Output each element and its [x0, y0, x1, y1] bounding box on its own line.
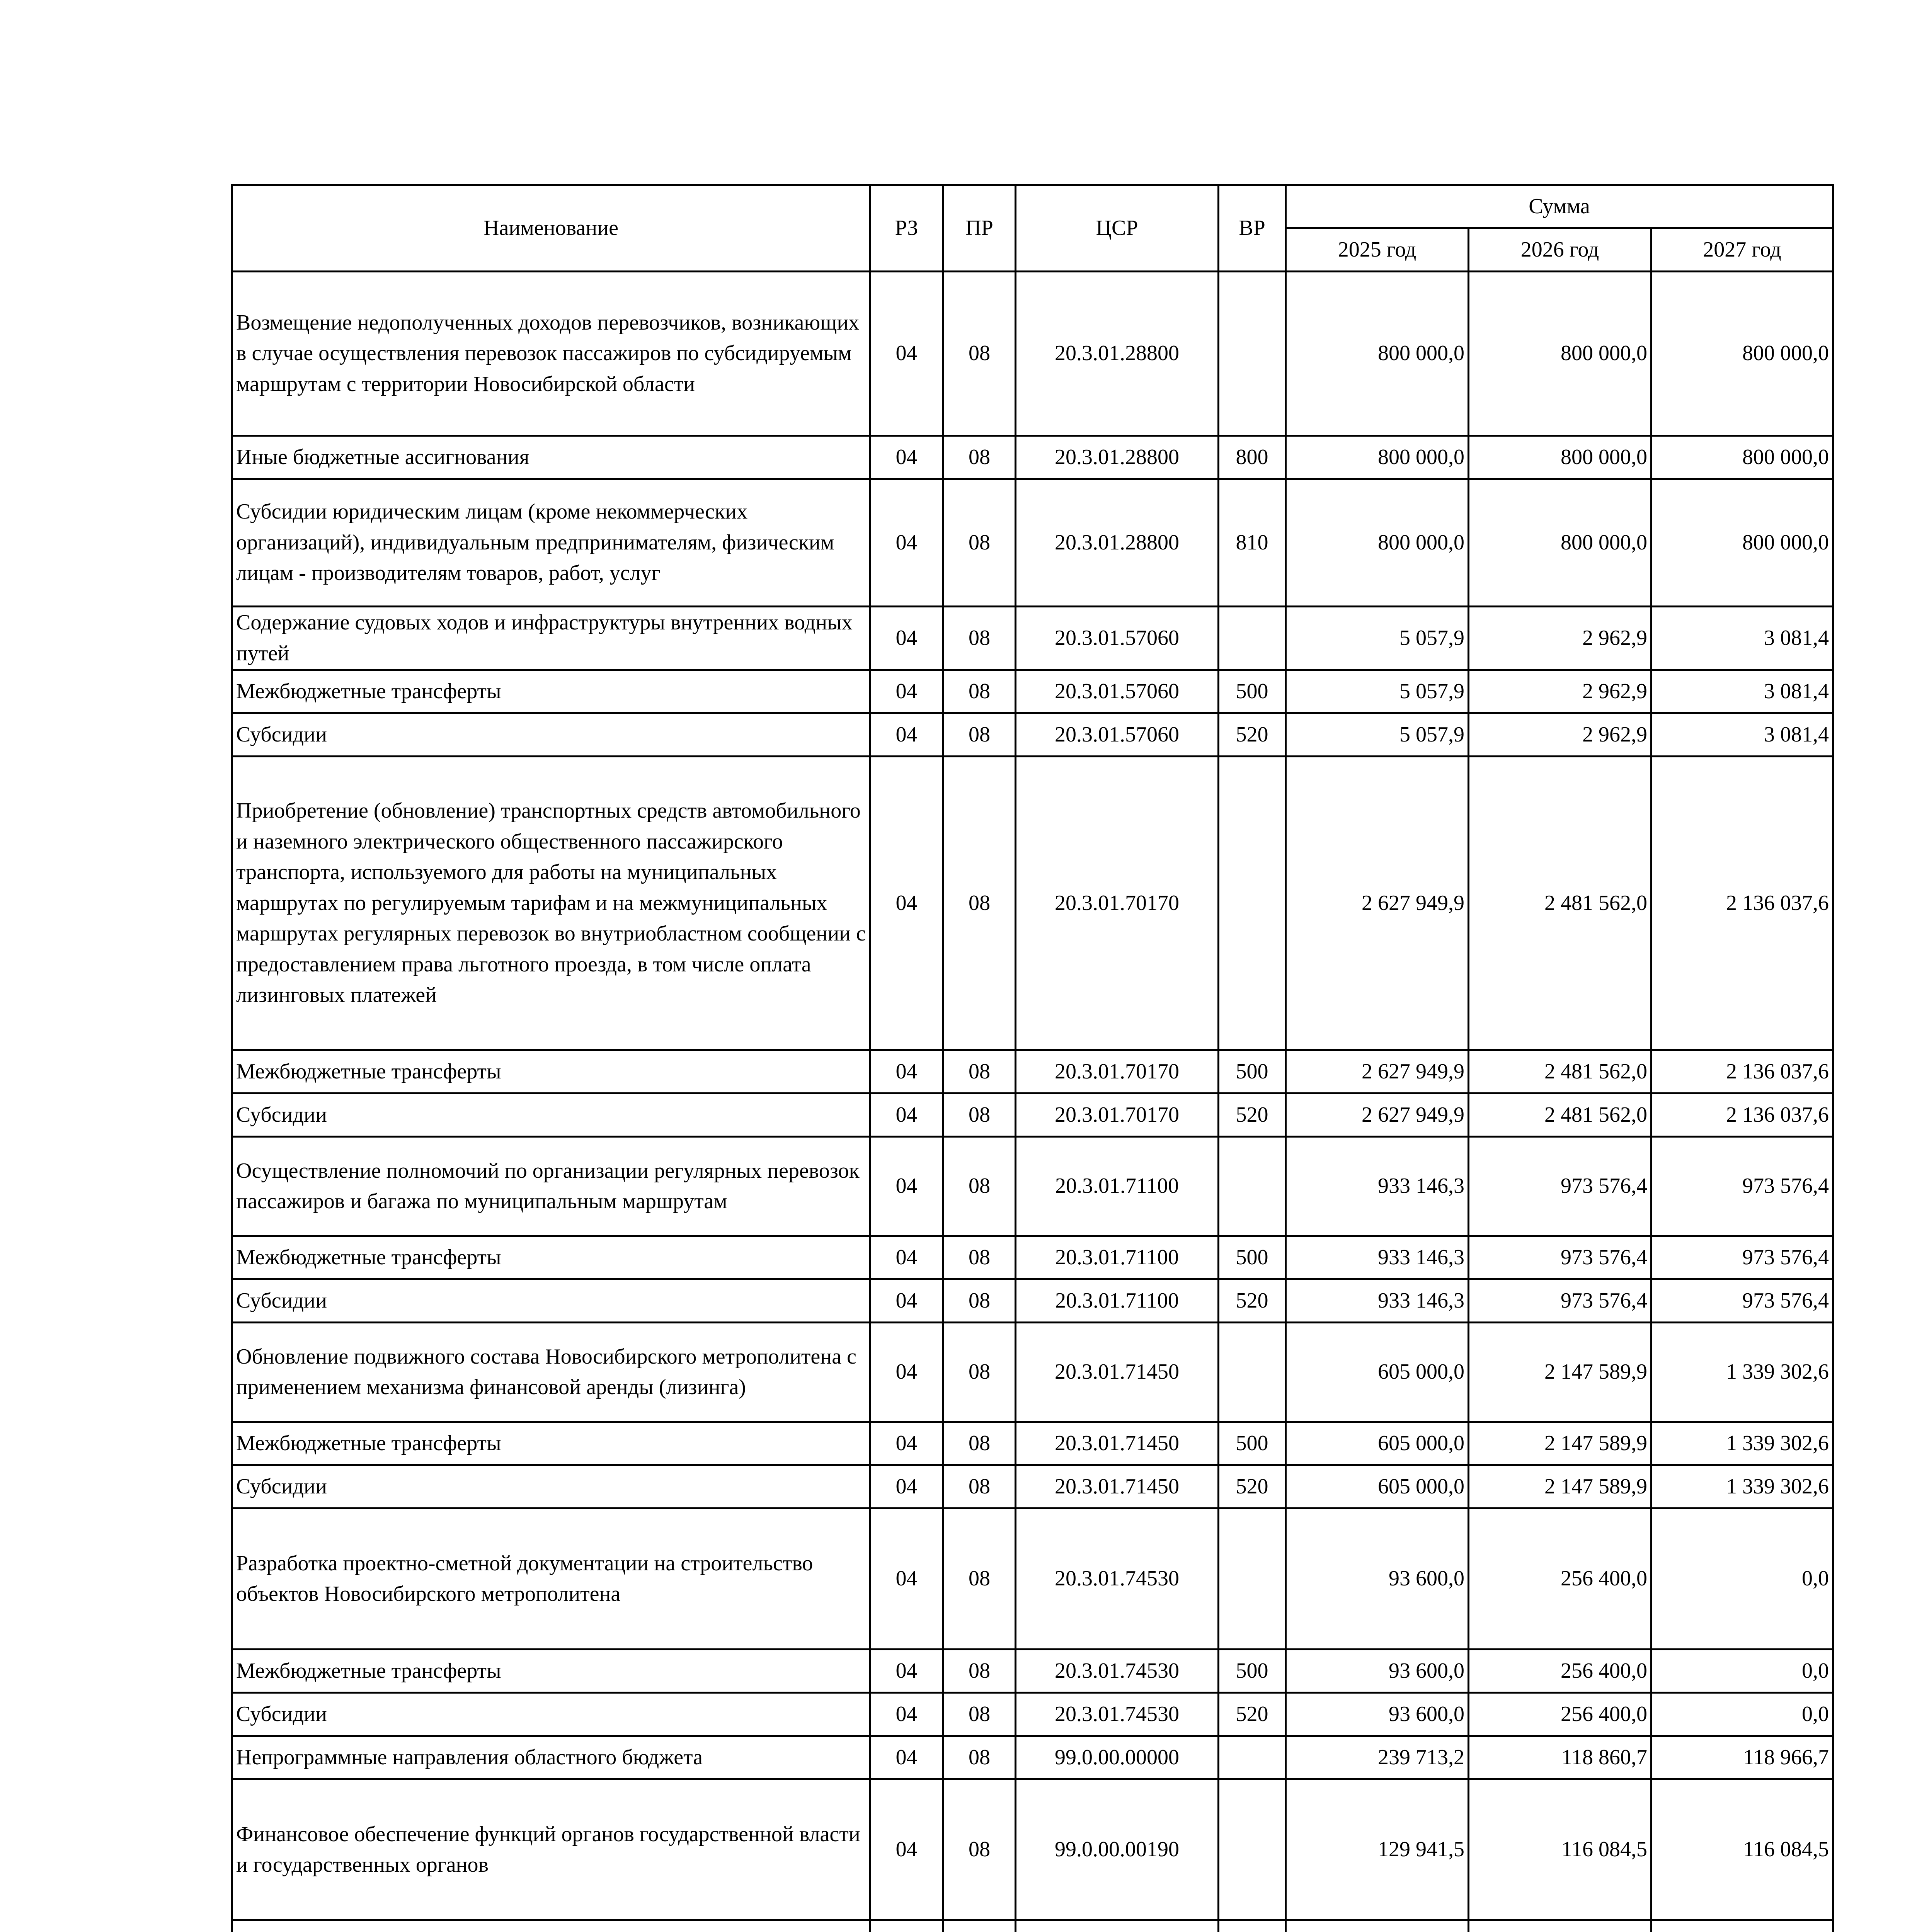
cell-2025: 933 146,3	[1286, 1137, 1469, 1236]
cell-name: Межбюджетные трансферты	[232, 1236, 870, 1279]
cell-csr: 20.3.01.57060	[1016, 670, 1219, 713]
cell-2027: 800 000,0	[1651, 272, 1833, 436]
cell-2026: 2 481 562,0	[1469, 1050, 1651, 1094]
table-row	[232, 1236, 1833, 1279]
cell-csr	[1016, 1920, 1219, 1932]
table-row	[232, 1779, 1833, 1920]
cell-2027: 0,0	[1651, 1509, 1833, 1650]
cell-rz: 04	[870, 1050, 943, 1094]
cell-pr: 08	[943, 1650, 1016, 1693]
cell-vr: 520	[1219, 1279, 1286, 1323]
cell-2026: 116 084,5	[1469, 1779, 1651, 1920]
cell-csr: 20.3.01.74530	[1016, 1650, 1219, 1693]
cell-vr	[1219, 1920, 1286, 1932]
table-row	[232, 1509, 1833, 1650]
table-row	[232, 1920, 1833, 1932]
cell-vr: 500	[1219, 1650, 1286, 1693]
cell-csr: 99.0.00.00000	[1016, 1736, 1219, 1779]
cell-name: Межбюджетные трансферты	[232, 1422, 870, 1465]
header-year-2025: 2025 год	[1286, 228, 1469, 272]
table-row	[232, 1050, 1833, 1094]
cell-rz: 04	[870, 670, 943, 713]
cell-csr: 20.3.01.71450	[1016, 1465, 1219, 1509]
cell-2027: 3 081,4	[1651, 607, 1833, 670]
cell-csr: 20.3.01.28800	[1016, 479, 1219, 607]
cell-2027: 973 576,4	[1651, 1236, 1833, 1279]
cell-2026: 2 962,9	[1469, 607, 1651, 670]
cell-name: Субсидии юридическим лицам (кроме некоммерческих организаций), индивидуальным предпринимателям, физическим лицам - производителям товаров, работ, услуг	[232, 479, 870, 607]
cell-rz: 04	[870, 1422, 943, 1465]
cell-vr	[1219, 1137, 1286, 1236]
cell-name: Иные бюджетные ассигнования	[232, 436, 870, 479]
cell-name: Содержание судовых ходов и инфраструктуры внутренних водных путей	[232, 607, 870, 670]
cell-rz: 04	[870, 479, 943, 607]
cell-csr: 20.3.01.71100	[1016, 1279, 1219, 1323]
cell-rz: 04	[870, 1323, 943, 1422]
table-row	[232, 713, 1833, 757]
header-csr: ЦСР	[1016, 185, 1219, 272]
table-row	[232, 1422, 1833, 1465]
cell-vr: 520	[1219, 1693, 1286, 1736]
cell-rz: 04	[870, 607, 943, 670]
cell-2026: 2 481 562,0	[1469, 757, 1651, 1050]
cell-2027: 973 576,4	[1651, 1279, 1833, 1323]
cell-2026: 256 400,0	[1469, 1693, 1651, 1736]
cell-2025: 5 057,9	[1286, 607, 1469, 670]
cell-name: Межбюджетные трансферты	[232, 670, 870, 713]
cell-2025: 933 146,3	[1286, 1236, 1469, 1279]
cell-name: Межбюджетные трансферты	[232, 1650, 870, 1693]
table-row	[232, 757, 1833, 1050]
cell-pr: 08	[943, 436, 1016, 479]
cell-2025: 800 000,0	[1286, 272, 1469, 436]
cell-2027: 0,0	[1651, 1650, 1833, 1693]
cell-rz: 04	[870, 1693, 943, 1736]
cell-2027: 1 339 302,6	[1651, 1422, 1833, 1465]
cell-2026: 2 147 589,9	[1469, 1323, 1651, 1422]
header-sum: Сумма	[1286, 185, 1833, 228]
cell-2026: 256 400,0	[1469, 1650, 1651, 1693]
cell-vr	[1219, 757, 1286, 1050]
header-pr: ПР	[943, 185, 1016, 272]
header-name: Наименование	[232, 185, 870, 272]
header-vr: ВР	[1219, 185, 1286, 272]
cell-2025: 800 000,0	[1286, 479, 1469, 607]
table-body	[232, 272, 1833, 1932]
cell-2027: 1 339 302,6	[1651, 1465, 1833, 1509]
cell-csr: 20.3.01.71450	[1016, 1422, 1219, 1465]
table-row	[232, 272, 1833, 436]
cell-pr: 08	[943, 713, 1016, 757]
cell-2025: 800 000,0	[1286, 436, 1469, 479]
cell-name: Финансовое обеспечение функций органов государственной власти и государственных органов	[232, 1779, 870, 1920]
cell-2025: 93 600,0	[1286, 1509, 1469, 1650]
table-row	[232, 607, 1833, 670]
cell-2026: 973 576,4	[1469, 1236, 1651, 1279]
cell-2026: 2 481 562,0	[1469, 1094, 1651, 1137]
cell-csr: 20.3.01.74530	[1016, 1693, 1219, 1736]
cell-rz: 04	[870, 1779, 943, 1920]
table-row	[232, 479, 1833, 607]
cell-rz: 04	[870, 272, 943, 436]
cell-2026: 800 000,0	[1469, 272, 1651, 436]
cell-2027: 2 136 037,6	[1651, 1050, 1833, 1094]
cell-2026: 2 147 589,9	[1469, 1465, 1651, 1509]
cell-2027: 0,0	[1651, 1693, 1833, 1736]
cell-name: Субсидии	[232, 1693, 870, 1736]
cell-pr: 08	[943, 479, 1016, 607]
cell-name: Субсидии	[232, 1465, 870, 1509]
cell-2026: 973 576,4	[1469, 1137, 1651, 1236]
cell-vr	[1219, 272, 1286, 436]
header-rz: РЗ	[870, 185, 943, 272]
cell-2027: 2 136 037,6	[1651, 757, 1833, 1050]
cell-pr: 08	[943, 1779, 1016, 1920]
cell-name: Обновление подвижного состава Новосибирского метрополитена с применением механизма финансовой аренды (лизинга)	[232, 1323, 870, 1422]
cell-rz: 04	[870, 1137, 943, 1236]
cell-name: Возмещение недополученных доходов перевозчиков, возникающих в случае осуществления перевозок пассажиров по субсидируемым маршрутам с территории Новосибирской области	[232, 272, 870, 436]
cell-vr	[1219, 1509, 1286, 1650]
cell-2026: 973 576,4	[1469, 1279, 1651, 1323]
cell-2027: 973 576,4	[1651, 1137, 1833, 1236]
cell-rz: 04	[870, 757, 943, 1050]
cell-rz: 04	[870, 1736, 943, 1779]
cell-pr: 08	[943, 1465, 1016, 1509]
cell-name: Разработка проектно-сметной документации на строительство объектов Новосибирского метрополитена	[232, 1509, 870, 1650]
cell-rz: 04	[870, 436, 943, 479]
cell-pr: 08	[943, 1693, 1016, 1736]
cell-rz	[870, 1920, 943, 1932]
cell-pr: 08	[943, 757, 1016, 1050]
cell-2026: 256 400,0	[1469, 1509, 1651, 1650]
cell-2025: 605 000,0	[1286, 1465, 1469, 1509]
cell-csr: 20.3.01.70170	[1016, 1050, 1219, 1094]
cell-2025: 2 627 949,9	[1286, 1050, 1469, 1094]
cell-vr: 520	[1219, 713, 1286, 757]
cell-rz: 04	[870, 1094, 943, 1137]
table-row	[232, 436, 1833, 479]
cell-2026: 800 000,0	[1469, 479, 1651, 607]
cell-vr	[1219, 1323, 1286, 1422]
cell-2025: 605 000,0	[1286, 1422, 1469, 1465]
cell-vr: 500	[1219, 670, 1286, 713]
cell-csr: 20.3.01.70170	[1016, 1094, 1219, 1137]
cell-2025: 239 713,2	[1286, 1736, 1469, 1779]
cell-rz: 04	[870, 1509, 943, 1650]
cell-vr: 520	[1219, 1465, 1286, 1509]
cell-2027: 116 084,5	[1651, 1779, 1833, 1920]
cell-csr: 20.3.01.71450	[1016, 1323, 1219, 1422]
cell-name: Субсидии	[232, 1279, 870, 1323]
cell-2026: 118 860,7	[1469, 1736, 1651, 1779]
table-row	[232, 670, 1833, 713]
cell-name	[232, 1920, 870, 1932]
cell-2027	[1651, 1920, 1833, 1932]
cell-pr: 08	[943, 1279, 1016, 1323]
cell-2025: 5 057,9	[1286, 670, 1469, 713]
cell-2026: 2 962,9	[1469, 713, 1651, 757]
table-row	[232, 1323, 1833, 1422]
cell-2025: 2 627 949,9	[1286, 1094, 1469, 1137]
cell-vr: 500	[1219, 1422, 1286, 1465]
cell-rz: 04	[870, 1465, 943, 1509]
cell-csr: 20.3.01.70170	[1016, 757, 1219, 1050]
cell-2027: 800 000,0	[1651, 436, 1833, 479]
cell-name: Непрограммные направления областного бюджета	[232, 1736, 870, 1779]
table-row	[232, 1137, 1833, 1236]
cell-pr: 08	[943, 1050, 1016, 1094]
table-row	[232, 1736, 1833, 1779]
cell-name: Субсидии	[232, 1094, 870, 1137]
cell-vr	[1219, 1736, 1286, 1779]
cell-name: Межбюджетные трансферты	[232, 1050, 870, 1094]
header-year-2027: 2027 год	[1651, 228, 1833, 272]
cell-pr: 08	[943, 1236, 1016, 1279]
cell-rz: 04	[870, 1279, 943, 1323]
cell-2025: 2 627 949,9	[1286, 757, 1469, 1050]
cell-2027: 3 081,4	[1651, 713, 1833, 757]
cell-pr: 08	[943, 670, 1016, 713]
cell-2025: 129 941,5	[1286, 1779, 1469, 1920]
cell-pr: 08	[943, 272, 1016, 436]
cell-2025	[1286, 1920, 1469, 1932]
cell-name: Осуществление полномочий по организации регулярных перевозок пассажиров и багажа по муниципальным маршрутам	[232, 1137, 870, 1236]
cell-2027: 1 339 302,6	[1651, 1323, 1833, 1422]
table-row	[232, 1693, 1833, 1736]
cell-2027: 2 136 037,6	[1651, 1094, 1833, 1137]
table-row	[232, 1094, 1833, 1137]
cell-csr: 20.3.01.57060	[1016, 607, 1219, 670]
cell-pr: 08	[943, 607, 1016, 670]
table-header	[232, 185, 1833, 272]
cell-name: Субсидии	[232, 713, 870, 757]
cell-2026: 2 962,9	[1469, 670, 1651, 713]
cell-vr: 810	[1219, 479, 1286, 607]
cell-rz: 04	[870, 1236, 943, 1279]
cell-vr	[1219, 607, 1286, 670]
cell-2026: 800 000,0	[1469, 436, 1651, 479]
cell-2025: 93 600,0	[1286, 1650, 1469, 1693]
cell-rz: 04	[870, 1650, 943, 1693]
cell-pr: 08	[943, 1094, 1016, 1137]
cell-rz: 04	[870, 713, 943, 757]
cell-vr: 500	[1219, 1236, 1286, 1279]
cell-pr: 08	[943, 1736, 1016, 1779]
table-row	[232, 1465, 1833, 1509]
cell-vr: 500	[1219, 1050, 1286, 1094]
cell-csr: 20.3.01.28800	[1016, 272, 1219, 436]
cell-csr: 99.0.00.00190	[1016, 1779, 1219, 1920]
cell-csr: 20.3.01.57060	[1016, 713, 1219, 757]
cell-vr	[1219, 1779, 1286, 1920]
table-row	[232, 1650, 1833, 1693]
budget-table	[231, 184, 1834, 1932]
cell-pr	[943, 1920, 1016, 1932]
table-row	[232, 1279, 1833, 1323]
cell-pr: 08	[943, 1422, 1016, 1465]
cell-pr: 08	[943, 1323, 1016, 1422]
cell-2026	[1469, 1920, 1651, 1932]
cell-csr: 20.3.01.71100	[1016, 1236, 1219, 1279]
header-year-2026: 2026 год	[1469, 228, 1651, 272]
cell-vr: 520	[1219, 1094, 1286, 1137]
cell-pr: 08	[943, 1509, 1016, 1650]
cell-2027: 3 081,4	[1651, 670, 1833, 713]
cell-pr: 08	[943, 1137, 1016, 1236]
cell-2026: 2 147 589,9	[1469, 1422, 1651, 1465]
cell-csr: 20.3.01.71100	[1016, 1137, 1219, 1236]
cell-name: Приобретение (обновление) транспортных средств автомобильного и наземного электрического общественного пассажирского транспорта, используемого для работы на муниципальных маршрутах по регулируемым тарифам и на межмуниципальных маршрутах регулярных перевозок во внутриобластном сообщении с предоставлением права льготного проезда, в том числе оплата лизинговых платежей	[232, 757, 870, 1050]
cell-csr: 20.3.01.74530	[1016, 1509, 1219, 1650]
cell-2025: 933 146,3	[1286, 1279, 1469, 1323]
cell-2025: 5 057,9	[1286, 713, 1469, 757]
cell-2027: 118 966,7	[1651, 1736, 1833, 1779]
cell-vr: 800	[1219, 436, 1286, 479]
cell-2025: 605 000,0	[1286, 1323, 1469, 1422]
cell-2025: 93 600,0	[1286, 1693, 1469, 1736]
cell-2027: 800 000,0	[1651, 479, 1833, 607]
cell-csr: 20.3.01.28800	[1016, 436, 1219, 479]
